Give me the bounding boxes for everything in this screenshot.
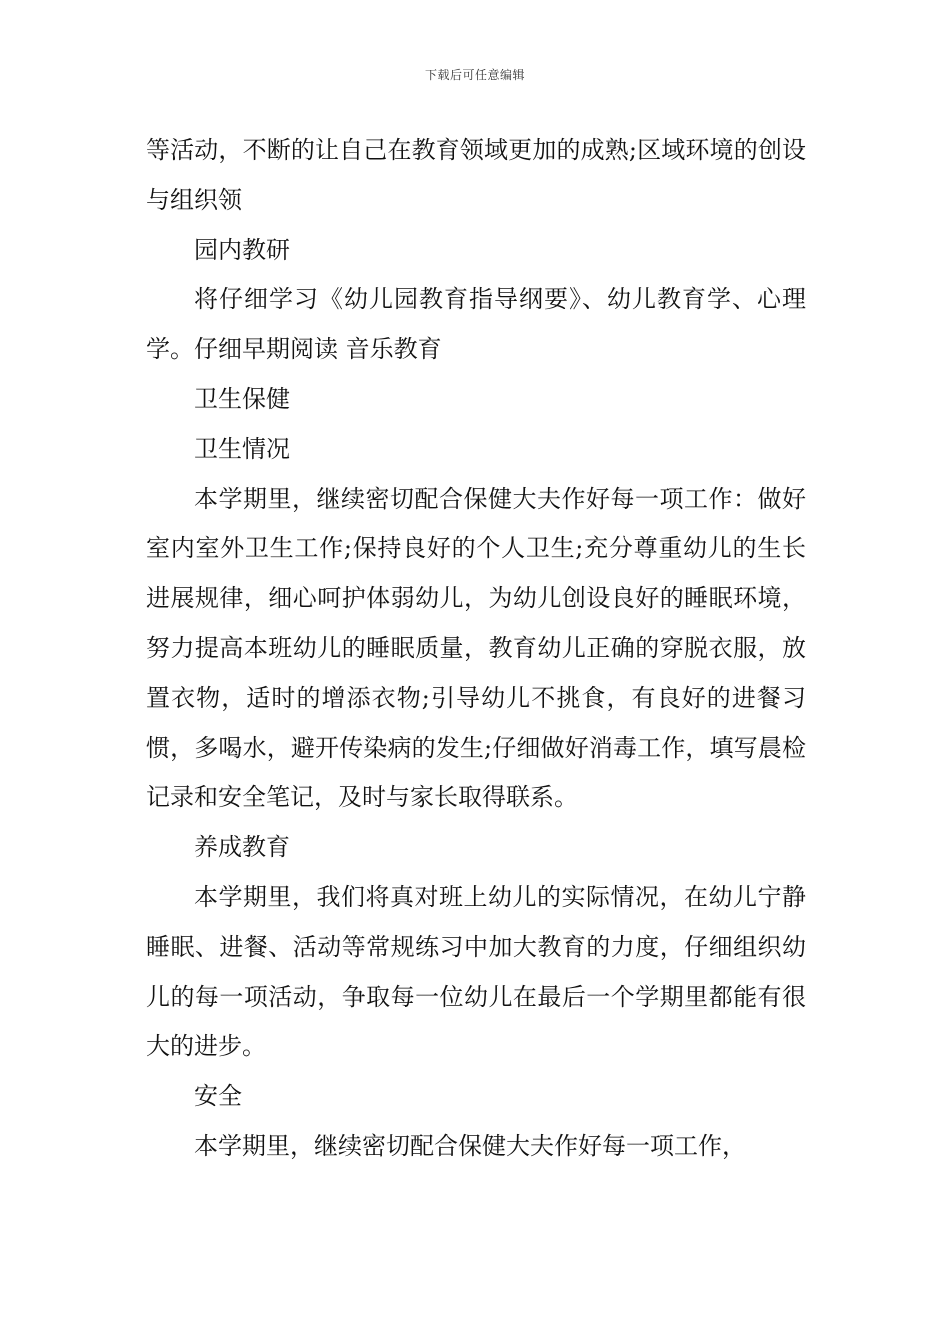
paragraph-study-plan: 将仔细学习《幼儿园教育指导纲要》、幼儿教育学、心理学。仔细早期阅读 音乐教育 [146, 285, 806, 364]
heading-health-care: 卫生保健 [194, 384, 290, 413]
paragraph-continuation: 等活动，不断的让自己在教育领域更加的成熟;区域环境的创设与组织领 [146, 136, 806, 214]
heading-hygiene: 卫生情况 [194, 434, 290, 463]
paragraph-safety: 本学期里，继续密切配合保健大夫作好每一项工作， [194, 1131, 746, 1160]
page-header: 下载后可任意编辑 [424, 68, 525, 82]
heading-safety: 安全 [194, 1082, 242, 1111]
heading-campus-research: 园内教研 [194, 235, 290, 264]
paragraph-habit-education: 本学期里，我们将真对班上幼儿的实际情况，在幼儿宁静睡眠、进餐、活动等常规练习中加大教育的力度，仔细组织幼儿的每一项活动，争取每一位幼儿在最后一个学期里都能有很大的进步。 [146, 882, 806, 1061]
document-body [146, 126, 806, 1172]
paragraph-hygiene: 本学期里，继续密切配合保健大夫作好每一项工作：做好室内室外卫生工作;保持良好的个人卫生;充分尊重幼儿的生长进展规律，细心呵护体弱幼儿，为幼儿创设良好的睡眠环境，努力提高本班幼儿的睡眠质量，教育幼儿正确的穿脱衣服，放置衣物，适时的增添衣物;引导幼儿不挑食，有良好的进餐习惯，多喝水，避开传染病的发生;仔细做好消毒工作，填写晨检记录和安全笔记，及时与家长取得联系。 [146, 484, 806, 812]
heading-habit-education: 养成教育 [194, 833, 290, 862]
